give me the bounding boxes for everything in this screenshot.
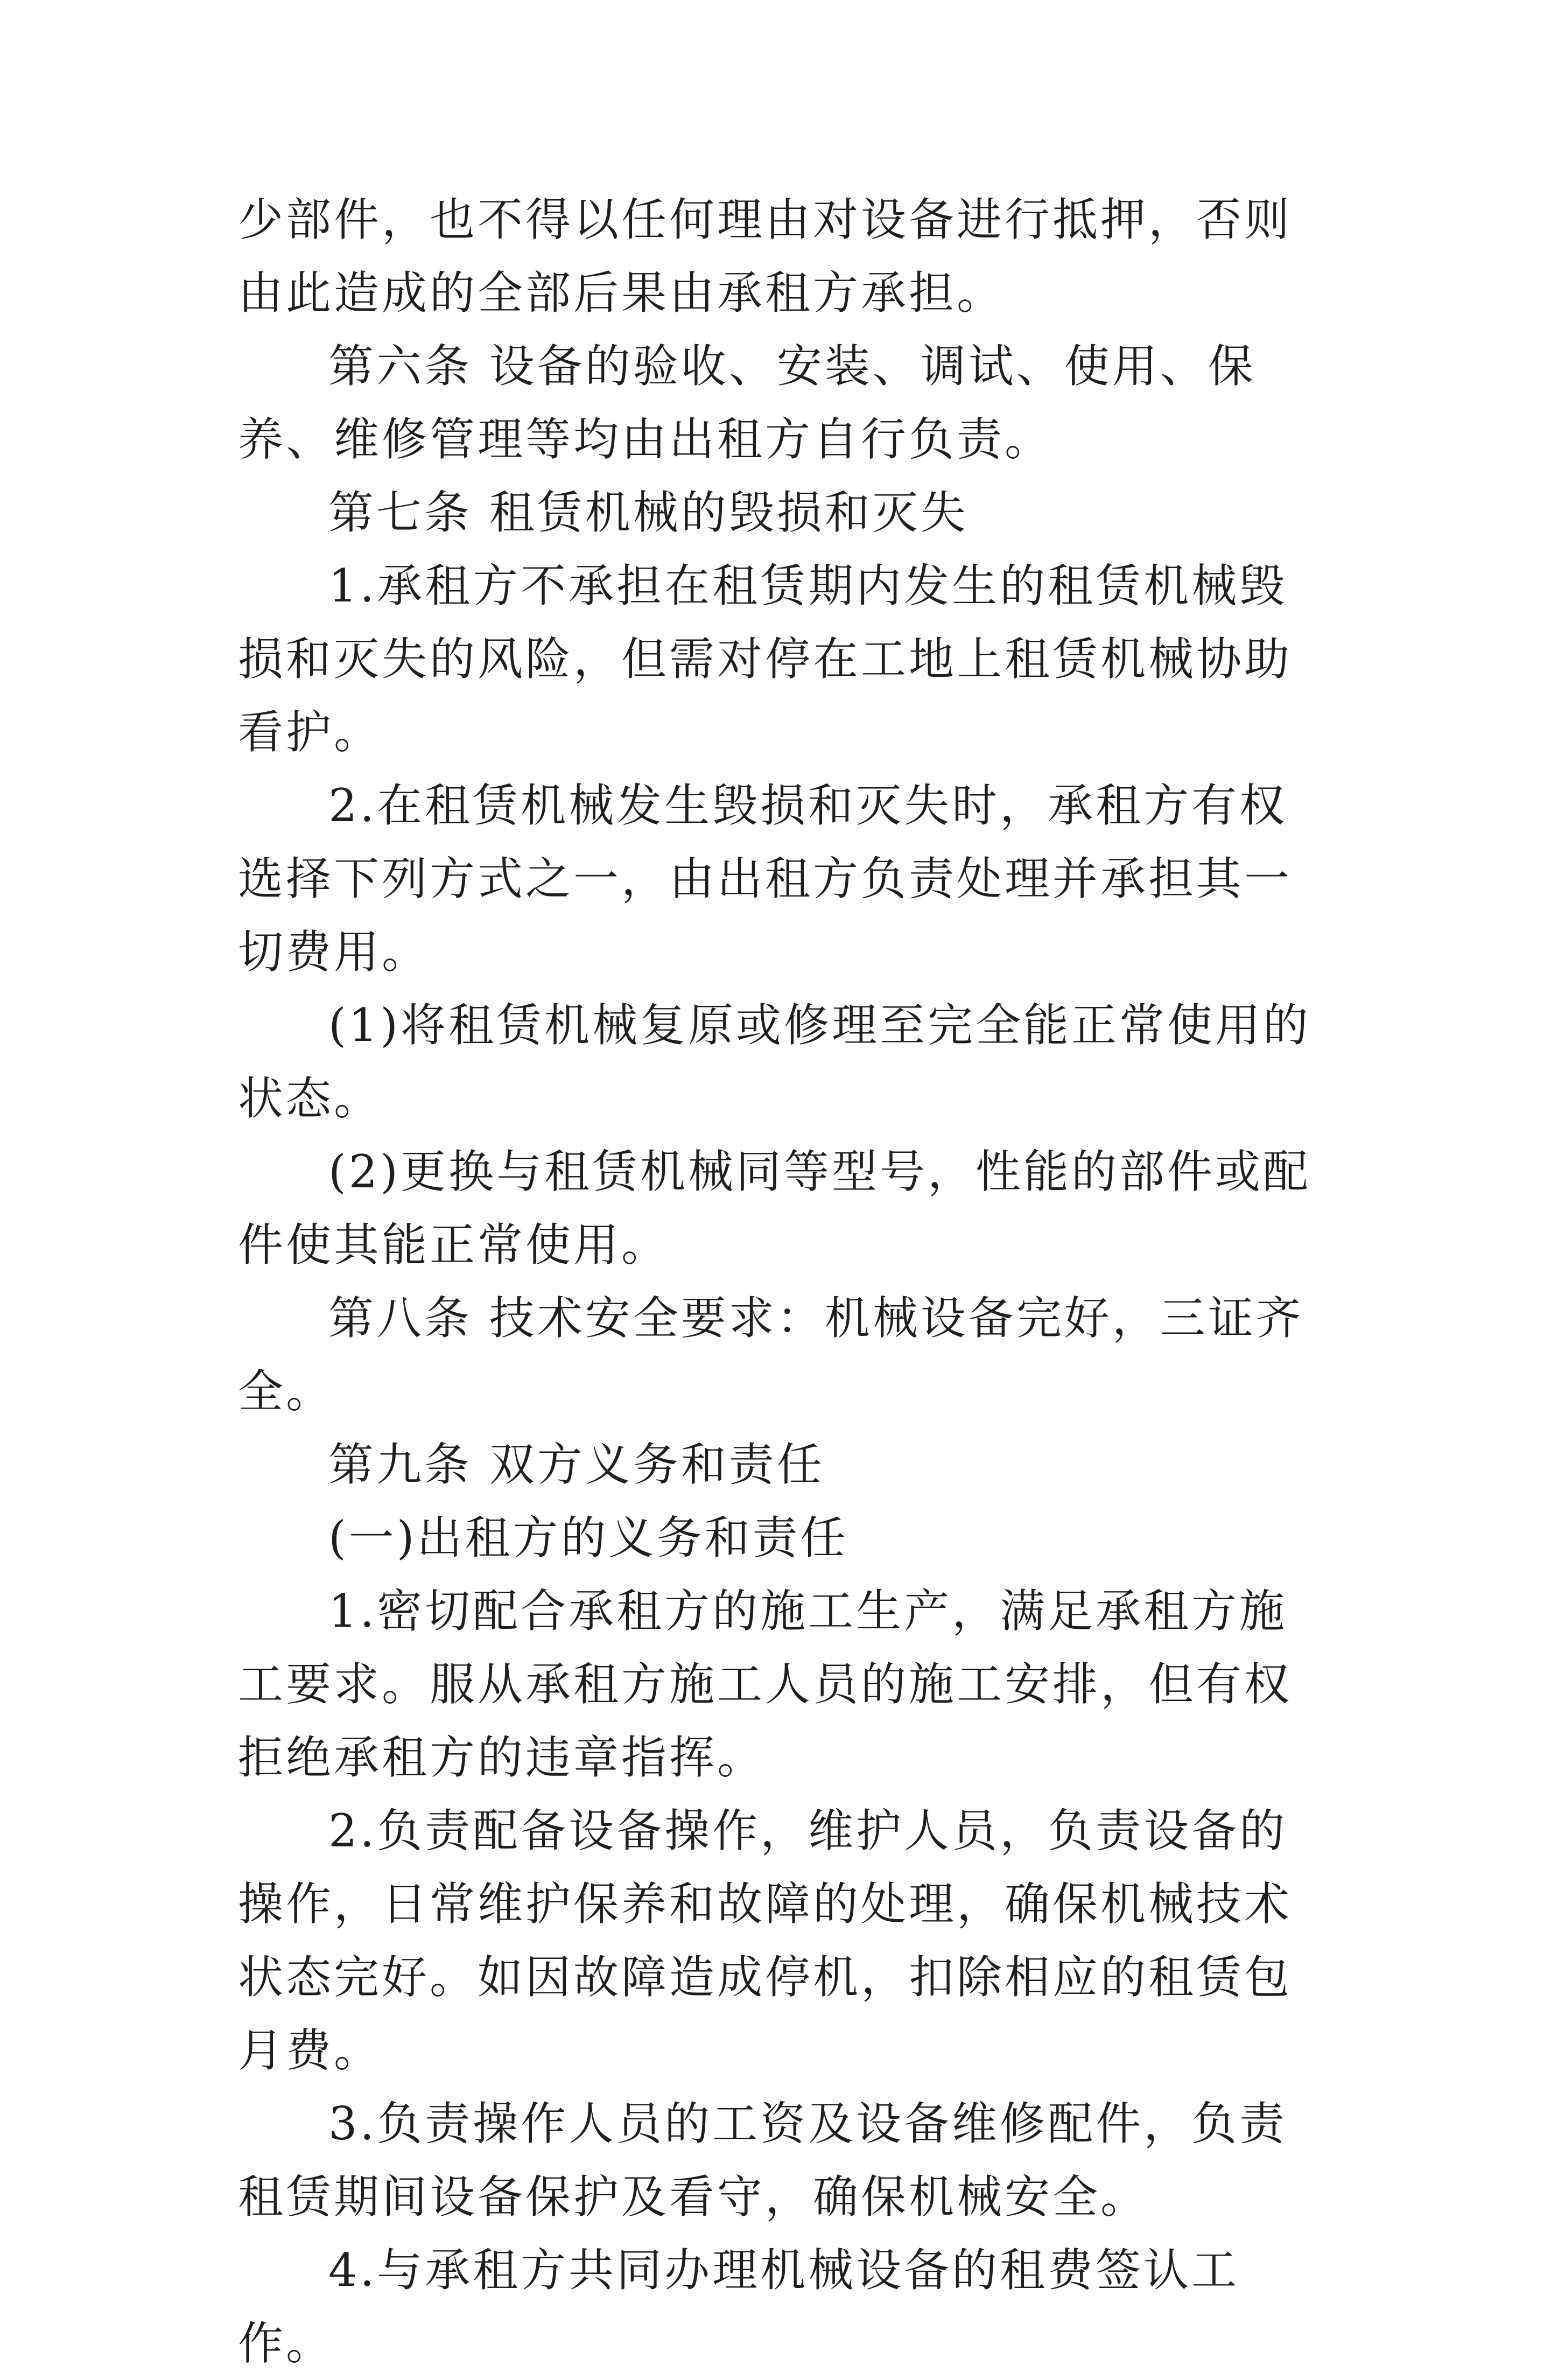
paragraph-12: 2.负责配备设备操作，维护人员，负责设备的操作，日常维护保养和故障的处理，确保机械技术状态完好。如因故障造成停机，扣除相应的租赁包月费。 (238, 1804, 1293, 2077)
paragraph-6: (1)将租赁机械复原或修理至完全能正常使用的状态。 (238, 999, 1311, 1125)
paragraph-3: 第七条 租赁机械的毁损和灭失 (328, 486, 969, 539)
paragraph-11: 1.密切配合承租方的施工生产，满足承租方施工要求。服从承租方施工人员的施工安排，但有权拒绝承租方的违章指挥。 (238, 1585, 1293, 1784)
paragraph-4: 1.承租方不承担在租赁期内发生的租赁机械毁损和灭失的风险，但需对停在工地上租赁机械协助看护。 (238, 559, 1293, 759)
paragraph-13: 3.负责操作人员的工资及设备维修配件，负责租赁期间设备保护及看守，确保机械安全。 (238, 2097, 1288, 2223)
paragraph-8: 第八条 技术安全要求：机械设备完好，三证齐全。 (238, 1292, 1304, 1418)
paragraph-7: (2)更换与租赁机械同等型号，性能的部件或配件使其能正常使用。 (238, 1145, 1311, 1271)
document-body (238, 183, 1331, 2380)
paragraph-10: (一)出租方的义务和责任 (328, 1511, 848, 1564)
paragraph-5: 2.在租赁机械发生毁损和灭失时，承租方有权选择下列方式之一，由出租方负责处理并承担其一切费用。 (238, 779, 1293, 978)
paragraph-1: 少部件，也不得以任何理由对设备进行抵押，否则由此造成的全部后果由承租方承担。 (238, 193, 1293, 319)
paragraph-9: 第九条 双方义务和责任 (328, 1438, 825, 1491)
paragraph-2: 第六条 设备的验收、安装、调试、使用、保养、维修管理等均由出租方自行负责。 (238, 340, 1256, 466)
paragraph-14: 4.与承租方共同办理机械设备的租费签认工作。 (238, 2244, 1240, 2370)
